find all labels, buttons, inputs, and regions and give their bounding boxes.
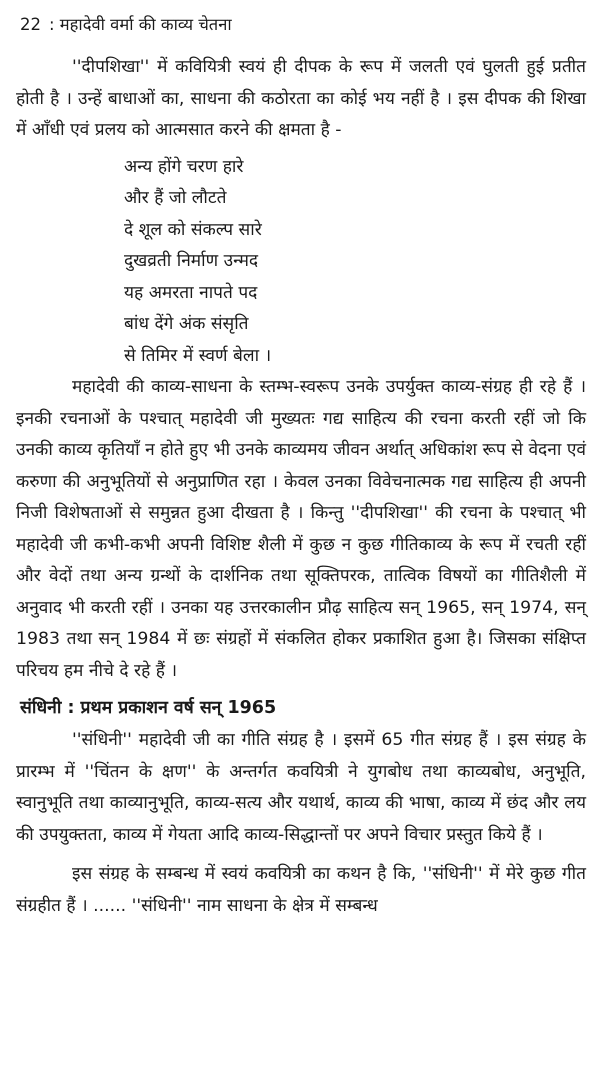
paragraph-dipshikha: ''दीपशिखा'' में कवियित्री स्वयं ही दीपक के रूप में जलती एवं घुलती हुई प्रतीत होती है । उन्हें बाधाओं का, साधना की कठोरता का कोई भय नहीं है । इस दीपक की शिखा में आँधी एवं प्रलय को आत्मसात करने की क्षमता है -	[16, 57, 586, 140]
paragraph-later-works: महादेवी की काव्य-साधना के स्तम्भ-स्वरूप उनके उपर्युक्त काव्य-संग्रह ही रहे हैं । इनकी रचनाओं के पश्चात् महादेवी जी मुख्यतः गद्य साहित्य की रचना करती रहीं जो कि उनकी काव्य कृतियाँ न होते हुए भी उनके काव्यमय जीवन अर्थात् अधिकांश रूप से वेदना एवं करुणा की अनुभूतियों से अनुप्राणित रहा । केवल उनका विवेचनात्मक गद्य साहित्य ही अपनी निजी विशेषताओं से समुन्नत हुआ दीखता है । किन्तु ''दीपशिखा'' की रचना के पश्चात् भी महादेवी जी कभी-कभी अपनी विशिष्ट शैली में कुछ न कुछ गीतिकाव्य के रूप में रचती रहीं और वेदों तथा अन्य ग्रन्थों के दार्शनिक तथा सूक्तिपरक, तात्विक विषयों का गीतिशैली में अनुवाद भी करती रहीं । उनका यह उत्तरकालीन प्रौढ़ साहित्य सन् 1965, सन् 1974, सन् 1983 तथा सन् 1984 में छः संग्रहों में संकलित होकर प्रकाशित हुआ है। जिसका संक्षिप्त परिचय हम नीचे दे रहे हैं ।	[16, 377, 586, 681]
section-heading-sandhini: संधिनी : प्रथम प्रकाशन वर्ष सन् 1965	[20, 698, 277, 718]
poem-line: और हैं जो लौटते	[124, 188, 227, 208]
page-number: 22	[20, 15, 41, 34]
poem-line: दुखव्रती निर्माण उन्मद	[124, 251, 259, 271]
poem-line: से तिमिर में स्वर्ण बेला ।	[124, 345, 272, 366]
poem-excerpt	[124, 152, 586, 373]
running-head-title: : महादेवी वर्मा की काव्य चेतना	[49, 15, 232, 34]
poem-line: दे शूल को संकल्प सारे	[124, 219, 262, 240]
paragraph-sandhini-quote: इस संग्रह के सम्बन्ध में स्वयं कवयित्री का कथन है कि, ''संधिनी'' में मेरे कुछ गीत संग्रहीत हैं । ...... ''संधिनी'' नाम साधना के क्षेत्र में सम्बन्ध	[16, 864, 586, 916]
paragraph-gap	[16, 851, 586, 859]
running-head	[20, 14, 586, 36]
paragraph-sandhini-intro: ''संधिनी'' महादेवी जी का गीति संग्रह है । इसमें 65 गीत संग्रह हैं । इस संग्रह के प्रारम्भ में ''चिंतन के क्षण'' के अन्तर्गत कवयित्री ने युगबोध तथा काव्यबोध, अनुभूति, स्वानुभूति तथा काव्यानुभूति, काव्य-सत्य और यथार्थ, काव्य की भाषा, काव्य में छंद और लय की उपयुक्तता, काव्य में गेयता आदि काव्य-सिद्धान्तों पर अपने विचार प्रस्तुत किये हैं ।	[16, 730, 586, 845]
poem-line: बांध देंगे अंक संसृति	[124, 314, 249, 334]
poem-line: यह अमरता नापते पद	[124, 282, 258, 303]
poem-line: अन्य होंगे चरण हारे	[124, 156, 244, 177]
